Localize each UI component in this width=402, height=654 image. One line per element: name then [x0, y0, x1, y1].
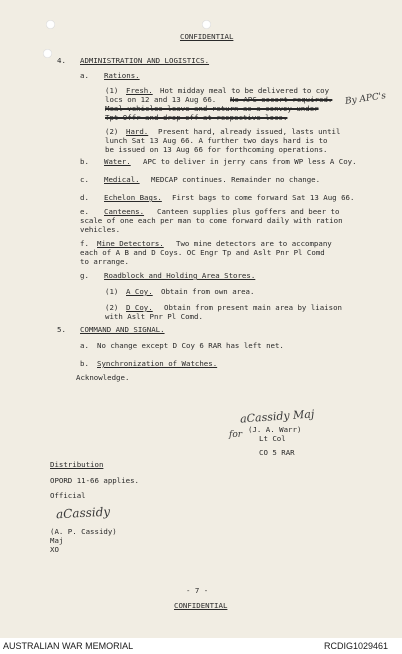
text-line: lunch Sat 13 Aug 66. A further two days hard is to: [105, 136, 328, 145]
archive-footer: [0, 638, 402, 654]
signatory-name: (J. A. Warr): [248, 425, 302, 434]
handwritten-annotation: By APC's: [344, 91, 387, 107]
text-line: vehicles.: [80, 225, 121, 234]
subpara-number: (2): [105, 127, 119, 136]
subpara-number: (1): [105, 86, 119, 95]
text-line: with Aslt Pnr Pl Comd.: [105, 312, 203, 321]
struck-text: Meal vehicles leave and return as a convoy under: [105, 104, 319, 113]
para-title: Rations.: [104, 71, 140, 80]
text-line: Present hard, already issued, lasts until: [158, 127, 341, 136]
classification-footer: CONFIDENTIAL: [174, 601, 228, 610]
text-line: OPORD 11-66 applies.: [50, 476, 139, 485]
handwritten-for: for: [229, 430, 243, 440]
section-number: 4.: [57, 56, 66, 65]
para-letter: b.: [80, 359, 89, 368]
text-line: locs on 12 and 13 Aug 66.: [105, 95, 217, 104]
text-line: Two mine detectors are to accompany: [176, 239, 332, 248]
distribution-title: Distribution: [50, 460, 104, 469]
para-title: Roadblock and Holding Area Stores.: [104, 271, 256, 280]
text-line: each of A B and D Coys. OC Engr Tp and Aslt Pnr Pl Comd: [80, 248, 325, 257]
para-letter: a.: [80, 341, 89, 350]
subpara-title: Hard.: [126, 127, 149, 136]
para-title: Synchronization of Watches.: [97, 359, 218, 368]
para-title: Medical.: [104, 175, 140, 184]
subpara-number: (1): [105, 287, 119, 296]
text-line: be issued on 13 Aug 66 for forthcoming operations.: [105, 145, 328, 154]
signatory-rank: Maj: [50, 536, 64, 545]
struck-text: Tpt Offr and drop off at respective locs.: [105, 113, 288, 122]
acknowledge-line: Acknowledge.: [76, 373, 130, 382]
para-letter: g.: [80, 271, 89, 280]
text-line: Canteen supplies plus goffers and beer to: [157, 207, 340, 216]
text-line: APC to deliver in jerry cans from WP less A Coy.: [143, 157, 357, 166]
punch-hole: [202, 20, 211, 29]
signatory-rank: Lt Col: [259, 434, 286, 443]
subpara-number: (2): [105, 303, 119, 312]
section-title: ADMINISTRATION AND LOGISTICS.: [80, 56, 210, 65]
punch-hole: [43, 49, 52, 58]
para-letter: f.: [80, 239, 89, 248]
handwritten-signature: aCassidy Maj: [239, 407, 315, 426]
subpara-title: Fresh.: [126, 86, 153, 95]
archive-label: AUSTRALIAN WAR MEMORIAL: [3, 641, 134, 651]
para-title: Mine Detectors.: [97, 239, 164, 248]
classification-header: CONFIDENTIAL: [180, 32, 234, 41]
text-line: Hot midday meal to be delivered to coy: [160, 86, 330, 95]
para-title: Water.: [104, 157, 131, 166]
para-title: Echelon Bags.: [104, 193, 162, 202]
subpara-title: D Coy.: [126, 303, 153, 312]
para-letter: e.: [80, 207, 89, 216]
signatory-name: (A. P. Cassidy): [50, 527, 117, 536]
struck-text: No APC escort required.: [230, 95, 333, 104]
para-title: Canteens.: [104, 207, 145, 216]
subpara-title: A Coy.: [126, 287, 153, 296]
text-line: scale of one each per man to come forward daily with ration: [80, 216, 343, 225]
para-letter: c.: [80, 175, 89, 184]
para-letter: b.: [80, 157, 89, 166]
section-number: 5.: [57, 325, 66, 334]
handwritten-signature: aCassidy: [55, 504, 111, 522]
text-line: Obtain from own area.: [161, 287, 255, 296]
text-line: to arrange.: [80, 257, 129, 266]
text-line: Official: [50, 491, 86, 500]
text-line: MEDCAP continues. Remainder no change.: [151, 175, 321, 184]
para-letter: d.: [80, 193, 89, 202]
text-line: First bags to come forward Sat 13 Aug 66.: [172, 193, 355, 202]
para-letter: a.: [80, 71, 89, 80]
signatory-appointment: CO 5 RAR: [259, 448, 295, 457]
archive-id: RCDIG1029461: [324, 641, 389, 651]
text-line: Obtain from present main area by liaison: [164, 303, 342, 312]
text-line: No change except D Coy 6 RAR has left net.: [97, 341, 284, 350]
signatory-appointment: XO: [50, 545, 59, 554]
page-number: - 7 -: [186, 586, 209, 595]
punch-hole: [46, 20, 55, 29]
section-title: COMMAND AND SIGNAL.: [80, 325, 165, 334]
